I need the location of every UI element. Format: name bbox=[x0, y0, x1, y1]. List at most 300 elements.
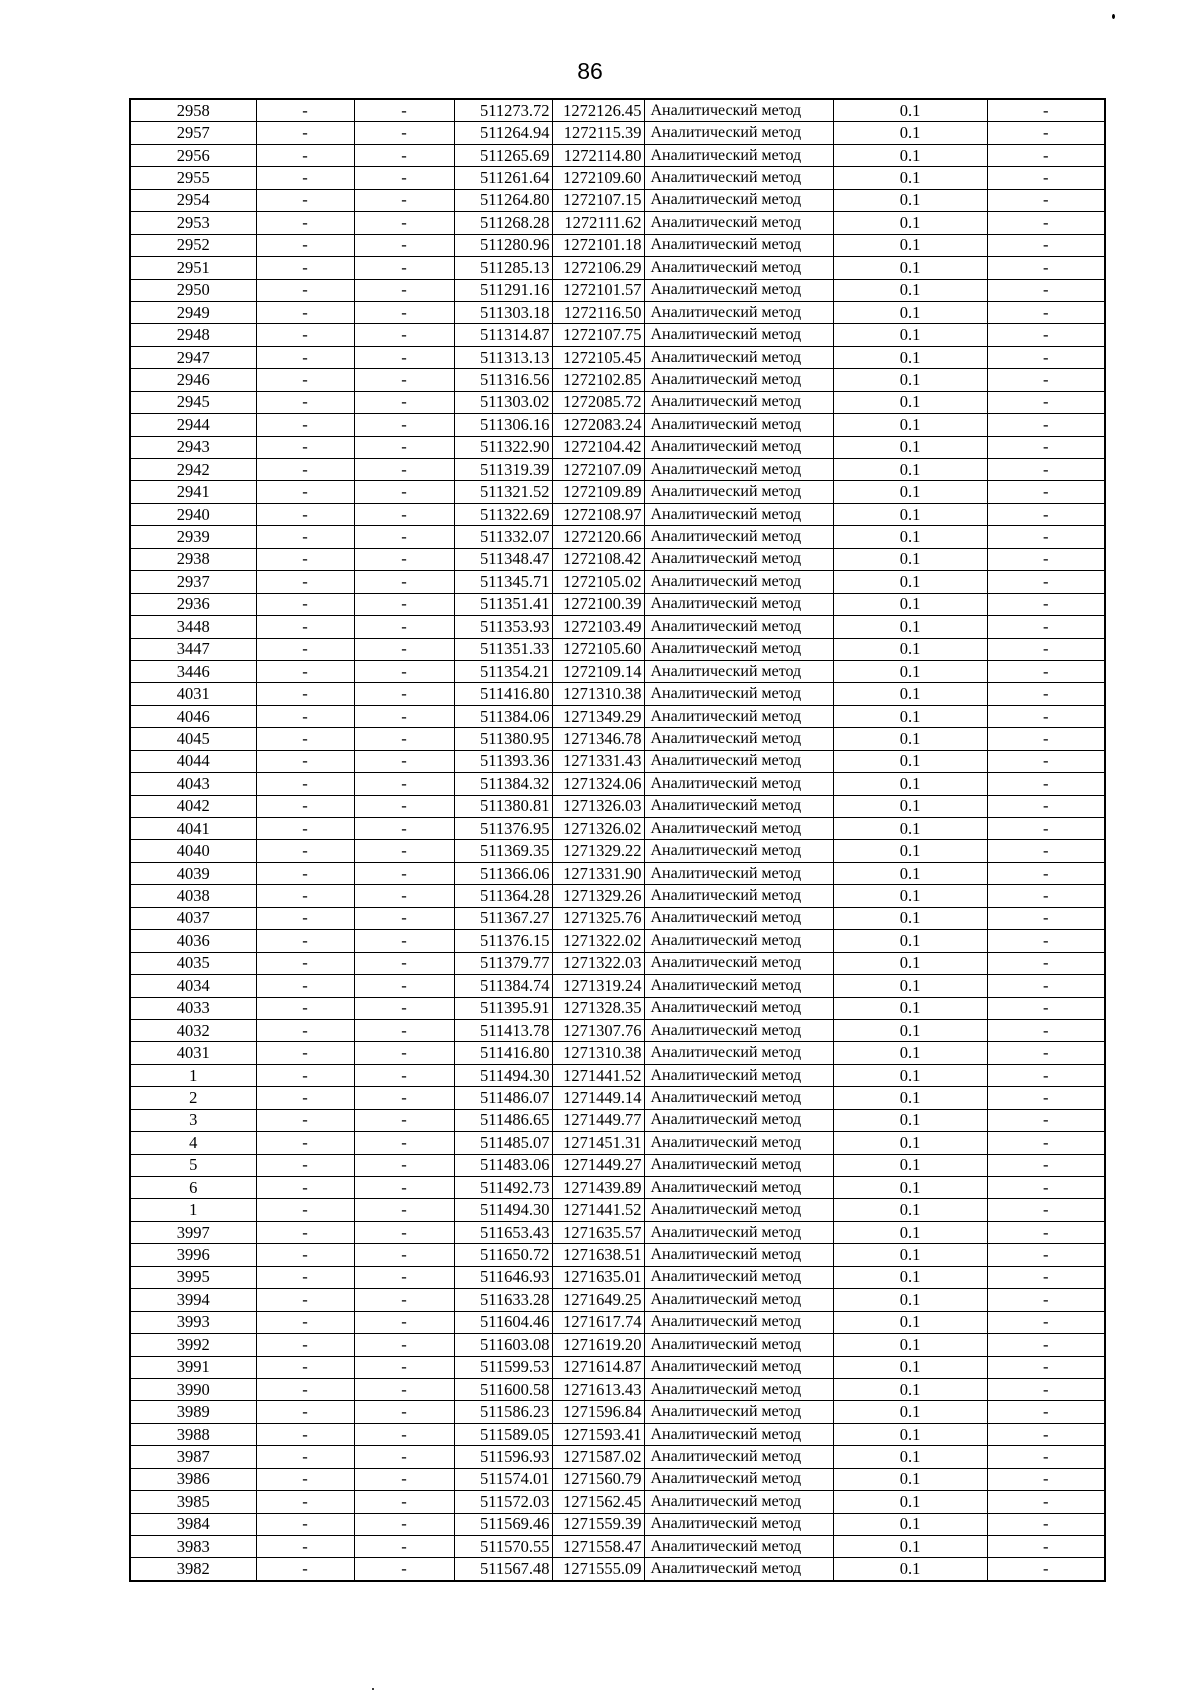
cell-col8: - bbox=[987, 1266, 1105, 1288]
cell-accuracy: 0.1 bbox=[833, 391, 987, 413]
table-row bbox=[130, 593, 1105, 615]
cell-col3: - bbox=[354, 1311, 454, 1333]
cell-accuracy: 0.1 bbox=[833, 907, 987, 929]
table-row bbox=[130, 1177, 1105, 1199]
cell-col8: - bbox=[987, 818, 1105, 840]
cell-col2: - bbox=[256, 705, 354, 727]
cell-x-coordinate: 511646.93 bbox=[454, 1266, 552, 1288]
cell-col8: - bbox=[987, 795, 1105, 817]
cell-col8: - bbox=[987, 840, 1105, 862]
cell-col8: - bbox=[987, 391, 1105, 413]
table-row bbox=[130, 1266, 1105, 1288]
cell-y-coordinate: 1271310.38 bbox=[552, 1042, 644, 1064]
table-row bbox=[130, 257, 1105, 279]
cell-accuracy: 0.1 bbox=[833, 1468, 987, 1490]
cell-point-id: 4038 bbox=[130, 885, 256, 907]
cell-col2: - bbox=[256, 414, 354, 436]
cell-col3: - bbox=[354, 750, 454, 772]
cell-accuracy: 0.1 bbox=[833, 840, 987, 862]
table-row bbox=[130, 99, 1105, 122]
cell-x-coordinate: 511354.21 bbox=[454, 660, 552, 682]
cell-y-coordinate: 1272115.39 bbox=[552, 122, 644, 144]
table-row bbox=[130, 773, 1105, 795]
cell-col2: - bbox=[256, 1221, 354, 1243]
cell-point-id: 3984 bbox=[130, 1513, 256, 1535]
cell-method: Аналитический метод bbox=[644, 1356, 833, 1378]
cell-col3: - bbox=[354, 1177, 454, 1199]
cell-col3: - bbox=[354, 122, 454, 144]
cell-y-coordinate: 1271310.38 bbox=[552, 683, 644, 705]
cell-accuracy: 0.1 bbox=[833, 571, 987, 593]
cell-col2: - bbox=[256, 1311, 354, 1333]
cell-col3: - bbox=[354, 301, 454, 323]
cell-y-coordinate: 1271319.24 bbox=[552, 975, 644, 997]
cell-method: Аналитический метод bbox=[644, 1378, 833, 1400]
cell-point-id: 4033 bbox=[130, 997, 256, 1019]
cell-x-coordinate: 511413.78 bbox=[454, 1019, 552, 1041]
cell-accuracy: 0.1 bbox=[833, 144, 987, 166]
cell-col8: - bbox=[987, 279, 1105, 301]
cell-y-coordinate: 1271331.43 bbox=[552, 750, 644, 772]
table-row bbox=[130, 234, 1105, 256]
table-row bbox=[130, 122, 1105, 144]
cell-point-id: 3993 bbox=[130, 1311, 256, 1333]
cell-method: Аналитический метод bbox=[644, 1446, 833, 1468]
cell-col3: - bbox=[354, 638, 454, 660]
cell-x-coordinate: 511569.46 bbox=[454, 1513, 552, 1535]
cell-col8: - bbox=[987, 930, 1105, 952]
cell-col8: - bbox=[987, 1109, 1105, 1131]
cell-col3: - bbox=[354, 660, 454, 682]
cell-method: Аналитический метод bbox=[644, 683, 833, 705]
cell-point-id: 3985 bbox=[130, 1491, 256, 1513]
cell-col3: - bbox=[354, 234, 454, 256]
cell-col3: - bbox=[354, 1289, 454, 1311]
cell-col3: - bbox=[354, 391, 454, 413]
table-row bbox=[130, 952, 1105, 974]
cell-accuracy: 0.1 bbox=[833, 1491, 987, 1513]
cell-y-coordinate: 1271562.45 bbox=[552, 1491, 644, 1513]
cell-point-id: 3989 bbox=[130, 1401, 256, 1423]
table-row bbox=[130, 1491, 1105, 1513]
cell-y-coordinate: 1272107.15 bbox=[552, 189, 644, 211]
cell-y-coordinate: 1272120.66 bbox=[552, 526, 644, 548]
cell-col3: - bbox=[354, 862, 454, 884]
cell-col2: - bbox=[256, 1558, 354, 1581]
cell-col8: - bbox=[987, 1199, 1105, 1221]
cell-col2: - bbox=[256, 189, 354, 211]
cell-point-id: 4032 bbox=[130, 1019, 256, 1041]
cell-method: Аналитический метод bbox=[644, 503, 833, 525]
cell-point-id: 1 bbox=[130, 1064, 256, 1086]
cell-point-id: 2 bbox=[130, 1087, 256, 1109]
cell-method: Аналитический метод bbox=[644, 99, 833, 122]
cell-x-coordinate: 511261.64 bbox=[454, 167, 552, 189]
cell-method: Аналитический метод bbox=[644, 1154, 833, 1176]
cell-col3: - bbox=[354, 952, 454, 974]
cell-x-coordinate: 511273.72 bbox=[454, 99, 552, 122]
cell-x-coordinate: 511567.48 bbox=[454, 1558, 552, 1581]
table-row bbox=[130, 683, 1105, 705]
cell-y-coordinate: 1271619.20 bbox=[552, 1334, 644, 1356]
cell-x-coordinate: 511416.80 bbox=[454, 1042, 552, 1064]
cell-accuracy: 0.1 bbox=[833, 952, 987, 974]
cell-accuracy: 0.1 bbox=[833, 301, 987, 323]
cell-col2: - bbox=[256, 257, 354, 279]
cell-col2: - bbox=[256, 369, 354, 391]
cell-y-coordinate: 1271441.52 bbox=[552, 1064, 644, 1086]
cell-col3: - bbox=[354, 840, 454, 862]
cell-col8: - bbox=[987, 167, 1105, 189]
cell-accuracy: 0.1 bbox=[833, 1019, 987, 1041]
table-row bbox=[130, 1446, 1105, 1468]
table-row bbox=[130, 1221, 1105, 1243]
cell-accuracy: 0.1 bbox=[833, 481, 987, 503]
cell-col8: - bbox=[987, 997, 1105, 1019]
cell-x-coordinate: 511351.41 bbox=[454, 593, 552, 615]
cell-point-id: 2946 bbox=[130, 369, 256, 391]
cell-col2: - bbox=[256, 324, 354, 346]
cell-x-coordinate: 511268.28 bbox=[454, 212, 552, 234]
cell-point-id: 3996 bbox=[130, 1244, 256, 1266]
cell-point-id: 4031 bbox=[130, 1042, 256, 1064]
cell-accuracy: 0.1 bbox=[833, 885, 987, 907]
cell-accuracy: 0.1 bbox=[833, 1334, 987, 1356]
cell-accuracy: 0.1 bbox=[833, 795, 987, 817]
cell-x-coordinate: 511586.23 bbox=[454, 1401, 552, 1423]
cell-x-coordinate: 511376.95 bbox=[454, 818, 552, 840]
cell-col3: - bbox=[354, 1109, 454, 1131]
cell-col3: - bbox=[354, 1087, 454, 1109]
cell-y-coordinate: 1272103.49 bbox=[552, 616, 644, 638]
cell-y-coordinate: 1272105.45 bbox=[552, 346, 644, 368]
table-row bbox=[130, 862, 1105, 884]
cell-accuracy: 0.1 bbox=[833, 324, 987, 346]
cell-col2: - bbox=[256, 1401, 354, 1423]
cell-col2: - bbox=[256, 840, 354, 862]
cell-col8: - bbox=[987, 1311, 1105, 1333]
table-row bbox=[130, 324, 1105, 346]
cell-x-coordinate: 511314.87 bbox=[454, 324, 552, 346]
cell-col8: - bbox=[987, 862, 1105, 884]
cell-y-coordinate: 1272108.42 bbox=[552, 548, 644, 570]
cell-point-id: 2947 bbox=[130, 346, 256, 368]
cell-method: Аналитический метод bbox=[644, 1132, 833, 1154]
cell-y-coordinate: 1272104.42 bbox=[552, 436, 644, 458]
cell-point-id: 3991 bbox=[130, 1356, 256, 1378]
table-row bbox=[130, 638, 1105, 660]
cell-col2: - bbox=[256, 773, 354, 795]
cell-col8: - bbox=[987, 1423, 1105, 1445]
table-row bbox=[130, 1087, 1105, 1109]
cell-col8: - bbox=[987, 1221, 1105, 1243]
cell-col2: - bbox=[256, 167, 354, 189]
cell-col8: - bbox=[987, 952, 1105, 974]
cell-point-id: 2954 bbox=[130, 189, 256, 211]
table-row bbox=[130, 1042, 1105, 1064]
table-row bbox=[130, 1132, 1105, 1154]
cell-col3: - bbox=[354, 997, 454, 1019]
table-row bbox=[130, 1334, 1105, 1356]
cell-col3: - bbox=[354, 593, 454, 615]
cell-method: Аналитический метод bbox=[644, 1019, 833, 1041]
cell-col2: - bbox=[256, 346, 354, 368]
cell-col8: - bbox=[987, 1244, 1105, 1266]
table-row bbox=[130, 1199, 1105, 1221]
cell-col2: - bbox=[256, 212, 354, 234]
table-row bbox=[130, 503, 1105, 525]
cell-y-coordinate: 1271328.35 bbox=[552, 997, 644, 1019]
cell-col8: - bbox=[987, 1177, 1105, 1199]
cell-point-id: 2953 bbox=[130, 212, 256, 234]
cell-col2: - bbox=[256, 1042, 354, 1064]
cell-col2: - bbox=[256, 99, 354, 122]
cell-y-coordinate: 1272116.50 bbox=[552, 301, 644, 323]
table-row bbox=[130, 481, 1105, 503]
table-row bbox=[130, 189, 1105, 211]
cell-col2: - bbox=[256, 526, 354, 548]
cell-y-coordinate: 1271617.74 bbox=[552, 1311, 644, 1333]
cell-col2: - bbox=[256, 975, 354, 997]
cell-method: Аналитический метод bbox=[644, 571, 833, 593]
cell-col8: - bbox=[987, 1289, 1105, 1311]
cell-point-id: 4037 bbox=[130, 907, 256, 929]
cell-col2: - bbox=[256, 1491, 354, 1513]
cell-method: Аналитический метод bbox=[644, 1221, 833, 1243]
cell-accuracy: 0.1 bbox=[833, 1154, 987, 1176]
cell-accuracy: 0.1 bbox=[833, 459, 987, 481]
cell-col8: - bbox=[987, 481, 1105, 503]
cell-method: Аналитический метод bbox=[644, 324, 833, 346]
cell-y-coordinate: 1272109.60 bbox=[552, 167, 644, 189]
cell-x-coordinate: 511303.02 bbox=[454, 391, 552, 413]
cell-y-coordinate: 1271649.25 bbox=[552, 1289, 644, 1311]
scan-speck bbox=[372, 1688, 374, 1690]
cell-x-coordinate: 511492.73 bbox=[454, 1177, 552, 1199]
cell-x-coordinate: 511321.52 bbox=[454, 481, 552, 503]
cell-point-id: 2945 bbox=[130, 391, 256, 413]
cell-col3: - bbox=[354, 975, 454, 997]
cell-point-id: 2938 bbox=[130, 548, 256, 570]
cell-x-coordinate: 511316.56 bbox=[454, 369, 552, 391]
cell-col8: - bbox=[987, 593, 1105, 615]
table-row bbox=[130, 459, 1105, 481]
cell-method: Аналитический метод bbox=[644, 346, 833, 368]
cell-accuracy: 0.1 bbox=[833, 503, 987, 525]
cell-col3: - bbox=[354, 459, 454, 481]
cell-x-coordinate: 511264.80 bbox=[454, 189, 552, 211]
cell-col3: - bbox=[354, 818, 454, 840]
cell-col8: - bbox=[987, 1491, 1105, 1513]
cell-col2: - bbox=[256, 683, 354, 705]
cell-col8: - bbox=[987, 503, 1105, 525]
cell-x-coordinate: 511306.16 bbox=[454, 414, 552, 436]
cell-y-coordinate: 1271322.03 bbox=[552, 952, 644, 974]
cell-col2: - bbox=[256, 1019, 354, 1041]
cell-col2: - bbox=[256, 279, 354, 301]
cell-col2: - bbox=[256, 1513, 354, 1535]
cell-col2: - bbox=[256, 1446, 354, 1468]
cell-col8: - bbox=[987, 638, 1105, 660]
cell-point-id: 2941 bbox=[130, 481, 256, 503]
cell-col8: - bbox=[987, 750, 1105, 772]
cell-y-coordinate: 1271322.02 bbox=[552, 930, 644, 952]
cell-col2: - bbox=[256, 862, 354, 884]
table-row bbox=[130, 1311, 1105, 1333]
cell-accuracy: 0.1 bbox=[833, 1356, 987, 1378]
cell-method: Аналитический метод bbox=[644, 773, 833, 795]
cell-accuracy: 0.1 bbox=[833, 997, 987, 1019]
cell-accuracy: 0.1 bbox=[833, 1289, 987, 1311]
cell-col2: - bbox=[256, 616, 354, 638]
cell-col3: - bbox=[354, 1468, 454, 1490]
cell-x-coordinate: 511366.06 bbox=[454, 862, 552, 884]
cell-col3: - bbox=[354, 1491, 454, 1513]
cell-y-coordinate: 1271638.51 bbox=[552, 1244, 644, 1266]
cell-point-id: 3992 bbox=[130, 1334, 256, 1356]
cell-col3: - bbox=[354, 324, 454, 346]
cell-col2: - bbox=[256, 660, 354, 682]
cell-accuracy: 0.1 bbox=[833, 930, 987, 952]
table-row bbox=[130, 705, 1105, 727]
cell-method: Аналитический метод bbox=[644, 212, 833, 234]
cell-x-coordinate: 511376.15 bbox=[454, 930, 552, 952]
cell-point-id: 4040 bbox=[130, 840, 256, 862]
cell-x-coordinate: 511380.95 bbox=[454, 728, 552, 750]
cell-x-coordinate: 511395.91 bbox=[454, 997, 552, 1019]
cell-col8: - bbox=[987, 1019, 1105, 1041]
cell-col8: - bbox=[987, 212, 1105, 234]
cell-point-id: 4031 bbox=[130, 683, 256, 705]
cell-x-coordinate: 511384.32 bbox=[454, 773, 552, 795]
cell-col8: - bbox=[987, 1087, 1105, 1109]
cell-col8: - bbox=[987, 1558, 1105, 1581]
cell-y-coordinate: 1272106.29 bbox=[552, 257, 644, 279]
cell-method: Аналитический метод bbox=[644, 301, 833, 323]
cell-point-id: 2958 bbox=[130, 99, 256, 122]
cell-y-coordinate: 1271325.76 bbox=[552, 907, 644, 929]
cell-x-coordinate: 511264.94 bbox=[454, 122, 552, 144]
table-row bbox=[130, 750, 1105, 772]
cell-point-id: 4041 bbox=[130, 818, 256, 840]
cell-col2: - bbox=[256, 1087, 354, 1109]
cell-col2: - bbox=[256, 1289, 354, 1311]
cell-col8: - bbox=[987, 1513, 1105, 1535]
cell-col2: - bbox=[256, 1244, 354, 1266]
cell-col3: - bbox=[354, 1266, 454, 1288]
cell-point-id: 5 bbox=[130, 1154, 256, 1176]
cell-x-coordinate: 511589.05 bbox=[454, 1423, 552, 1445]
cell-col8: - bbox=[987, 683, 1105, 705]
cell-point-id: 4 bbox=[130, 1132, 256, 1154]
cell-col2: - bbox=[256, 1266, 354, 1288]
cell-method: Аналитический метод bbox=[644, 638, 833, 660]
table-row bbox=[130, 369, 1105, 391]
table-row bbox=[130, 144, 1105, 166]
cell-x-coordinate: 511486.07 bbox=[454, 1087, 552, 1109]
cell-col3: - bbox=[354, 1019, 454, 1041]
cell-point-id: 4042 bbox=[130, 795, 256, 817]
cell-accuracy: 0.1 bbox=[833, 1042, 987, 1064]
cell-y-coordinate: 1271614.87 bbox=[552, 1356, 644, 1378]
cell-accuracy: 0.1 bbox=[833, 862, 987, 884]
cell-x-coordinate: 511494.30 bbox=[454, 1199, 552, 1221]
cell-x-coordinate: 511303.18 bbox=[454, 301, 552, 323]
cell-point-id: 2937 bbox=[130, 571, 256, 593]
cell-y-coordinate: 1271326.03 bbox=[552, 795, 644, 817]
cell-col2: - bbox=[256, 1378, 354, 1400]
cell-x-coordinate: 511416.80 bbox=[454, 683, 552, 705]
table-row bbox=[130, 1468, 1105, 1490]
cell-method: Аналитический метод bbox=[644, 548, 833, 570]
cell-accuracy: 0.1 bbox=[833, 548, 987, 570]
table-row bbox=[130, 1064, 1105, 1086]
cell-col3: - bbox=[354, 257, 454, 279]
cell-col3: - bbox=[354, 548, 454, 570]
cell-accuracy: 0.1 bbox=[833, 1513, 987, 1535]
cell-col3: - bbox=[354, 1536, 454, 1558]
cell-point-id: 3448 bbox=[130, 616, 256, 638]
cell-col2: - bbox=[256, 1064, 354, 1086]
table-body bbox=[130, 99, 1105, 1581]
cell-accuracy: 0.1 bbox=[833, 593, 987, 615]
cell-method: Аналитический метод bbox=[644, 795, 833, 817]
cell-y-coordinate: 1271346.78 bbox=[552, 728, 644, 750]
cell-col8: - bbox=[987, 414, 1105, 436]
cell-col3: - bbox=[354, 1221, 454, 1243]
cell-x-coordinate: 511345.71 bbox=[454, 571, 552, 593]
table-row bbox=[130, 907, 1105, 929]
cell-col2: - bbox=[256, 548, 354, 570]
cell-y-coordinate: 1271331.90 bbox=[552, 862, 644, 884]
cell-point-id: 3987 bbox=[130, 1446, 256, 1468]
cell-point-id: 3997 bbox=[130, 1221, 256, 1243]
cell-col8: - bbox=[987, 548, 1105, 570]
cell-x-coordinate: 511485.07 bbox=[454, 1132, 552, 1154]
cell-col8: - bbox=[987, 975, 1105, 997]
table-row bbox=[130, 1154, 1105, 1176]
table-row bbox=[130, 212, 1105, 234]
table-row bbox=[130, 1244, 1105, 1266]
cell-point-id: 4034 bbox=[130, 975, 256, 997]
cell-col8: - bbox=[987, 885, 1105, 907]
cell-y-coordinate: 1271558.47 bbox=[552, 1536, 644, 1558]
cell-col3: - bbox=[354, 189, 454, 211]
cell-y-coordinate: 1271326.02 bbox=[552, 818, 644, 840]
cell-col2: - bbox=[256, 1468, 354, 1490]
cell-y-coordinate: 1272083.24 bbox=[552, 414, 644, 436]
cell-accuracy: 0.1 bbox=[833, 1199, 987, 1221]
cell-x-coordinate: 511379.77 bbox=[454, 952, 552, 974]
cell-col3: - bbox=[354, 414, 454, 436]
cell-x-coordinate: 511384.74 bbox=[454, 975, 552, 997]
cell-point-id: 2951 bbox=[130, 257, 256, 279]
cell-col3: - bbox=[354, 279, 454, 301]
cell-col3: - bbox=[354, 683, 454, 705]
table-row bbox=[130, 1536, 1105, 1558]
cell-col8: - bbox=[987, 1536, 1105, 1558]
cell-accuracy: 0.1 bbox=[833, 638, 987, 660]
cell-col3: - bbox=[354, 1199, 454, 1221]
cell-method: Аналитический метод bbox=[644, 144, 833, 166]
cell-accuracy: 0.1 bbox=[833, 616, 987, 638]
cell-col3: - bbox=[354, 99, 454, 122]
cell-x-coordinate: 511483.06 bbox=[454, 1154, 552, 1176]
cell-col8: - bbox=[987, 1334, 1105, 1356]
cell-col2: - bbox=[256, 503, 354, 525]
cell-point-id: 2942 bbox=[130, 459, 256, 481]
cell-x-coordinate: 511364.28 bbox=[454, 885, 552, 907]
